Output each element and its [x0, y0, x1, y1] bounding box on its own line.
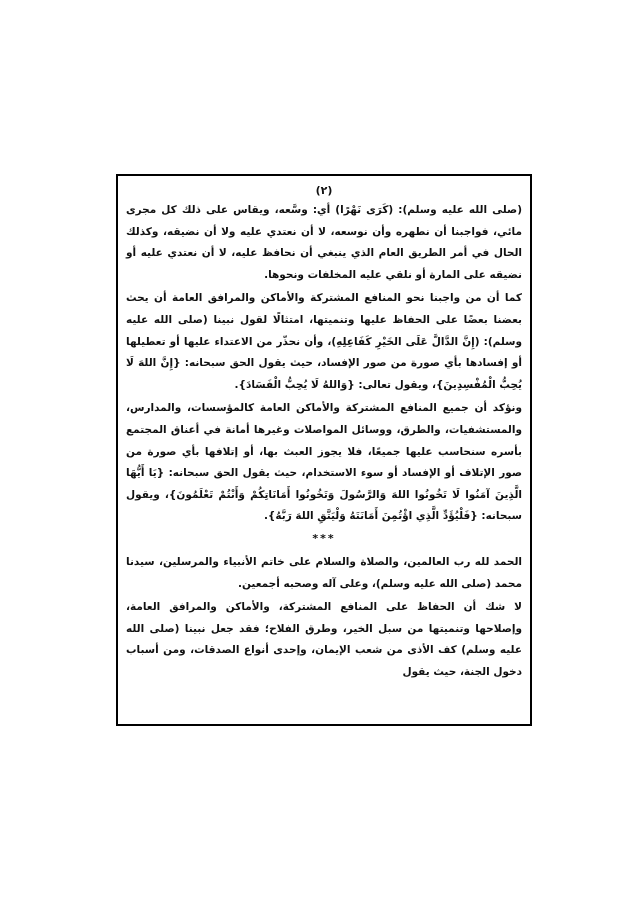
- paragraph-5: لا شك أن الحفاظ على المنافع المشتركة، والأماكن والمرافق العامة، وإصلاحها وتنميتها من سبل الخير، وطرق الفلاح؛ فقد جعل نبينا (صلى الله عليه وسلم) كف الأذى من شعب الإيمان، وإحدى أنواع الصدقات، ومن أسباب دخول الجنة، حيث يقول: [126, 601, 522, 678]
- paragraph-3: ونؤكد أن جميع المنافع المشتركة والأماكن العامة كالمؤسسات، والمدارس، والمستشفيات، والطرق، ووسائل المواصلات وغيرها أمانة في أعناق المجتمع بأسره سنحاسب عليها جميعًا، فلا يجوز العبث بها، أو إتلافها بأي صورة من صور الإتلاف أو الإفساد أو سوء الاستخدام، حيث يقول الحق سبحانه: {يَا أَيُّهَا الَّذِينَ آمَنُوا لَا تَخُونُوا اللهَ وَالرَّسُولَ وَتَخُونُوا أَمَانَاتِكُمْ وَأَنْتُمْ تَعْلَمُونَ}، ويقول سبحانه: {فَلْيُؤَدِّ الَّذِي اؤْتُمِنَ أَمَانَتَهُ وَلْيَتَّقِ اللهَ رَبَّهُ}.: [126, 402, 522, 523]
- paragraph-2: كما أن من واجبنا نحو المنافع المشتركة والأماكن والمرافق العامة أن يحث بعضنا بعضًا على الحفاظ عليها وتنميتها، امتثالًا لقول نبينا (صلى الله عليه وسلم): (إِنَّ الدَّالَّ عَلَى الخَيْرِ كَفَاعِلِهِ)، وأن نحذّر من الاعتداء عليها أو تعطيلها أو إفسادها بأي صورة من صور الإفساد، حيث يقول الحق سبحانه: {إِنَّ اللهَ لَا يُحِبُّ الْمُفْسِدِينَ}، ويقول تعالى: {وَاللهُ لَا يُحِبُّ الْفَسَادَ}.: [126, 292, 522, 391]
- page-number: (٢): [315, 184, 333, 197]
- document-page: [116, 174, 532, 726]
- paragraph-4: الحمد لله رب العالمين، والصلاة والسلام على خاتم الأنبياء والمرسلين، سيدنا محمد (صلى الله عليه وسلم)، وعلى آله وصحبه أجمعين.: [126, 555, 522, 590]
- paragraph-1: (صلى الله عليه وسلم): (كَرَى نَهْرًا) أي: وسَّعه، ويقاس على ذلك كل مجرى مائي، فواجبنا أن نطهره وأن نوسعه، لا أن نعتدي عليه ولا أن نضيقه، وكذلك الحال في أمر الطريق العام الذي ينبغي أن نحافظ عليه، لا أن نعتدي عليه أو نضيقه على المارة أو نلقي عليه المخلفات ونحوها.: [126, 204, 522, 281]
- section-separator: ***: [312, 531, 336, 545]
